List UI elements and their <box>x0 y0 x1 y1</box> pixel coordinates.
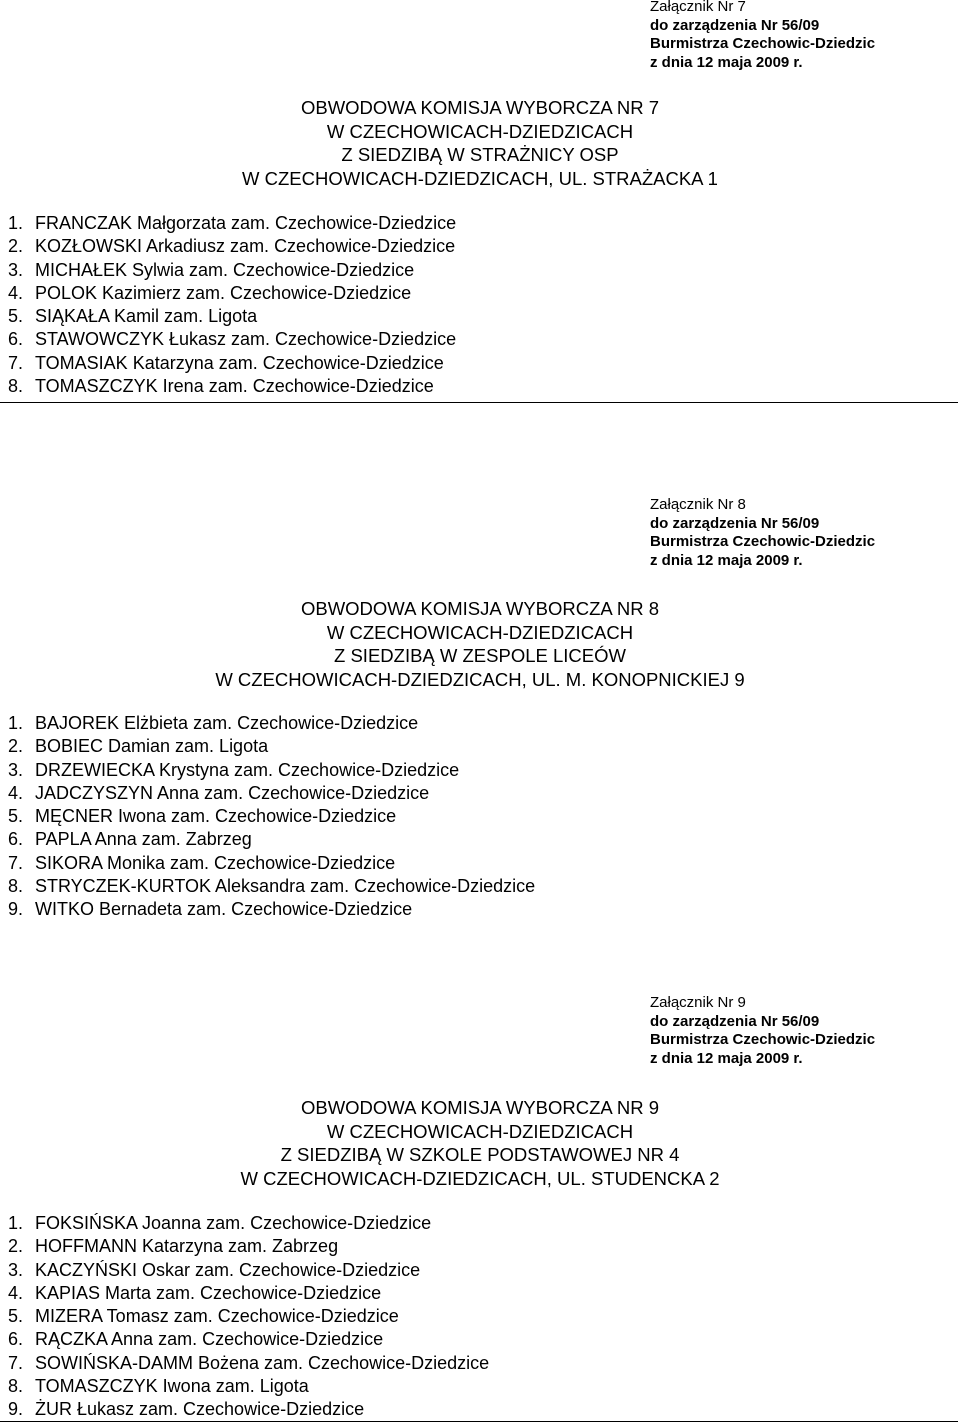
member-name: RĄCZKA Anna zam. Czechowice-Dziedzice <box>35 1329 384 1350</box>
member-list <box>8 1212 489 1422</box>
member-name: DRZEWIECKA Krystyna zam. Czechowice-Dziedzice <box>35 759 460 780</box>
list-item <box>8 1352 489 1375</box>
annex-ordinance: do zarządzenia Nr 56/09 <box>650 1012 820 1030</box>
item-number: 3. <box>8 759 24 780</box>
list-item <box>8 712 535 735</box>
heading-line: OBWODOWA KOMISJA WYBORCZA NR 9 <box>300 1097 660 1118</box>
item-number: 4. <box>8 782 24 803</box>
annex-issuer: Burmistrza Czechowic-Dziedzic <box>650 1031 876 1048</box>
annex-header <box>650 496 950 570</box>
heading-line: W CZECHOWICACH-DZIEDZICACH <box>326 120 634 142</box>
item-number: 1. <box>8 713 24 733</box>
list-item <box>8 1398 489 1421</box>
item-number: 4. <box>8 1282 24 1303</box>
member-name: KOZŁOWSKI Arkadiusz zam. Czechowice-Dziedzice <box>35 236 456 257</box>
member-name: BAJOREK Elżbieta zam. Czechowice-Dziedzice <box>35 713 419 733</box>
member-name: MĘCNER Iwona zam. Czechowice-Dziedzice <box>35 806 397 827</box>
member-name: FOKSIŃSKA Joanna zam. Czechowice-Dziedzice <box>35 1213 432 1233</box>
member-name: TOMASZCZYK Iwona zam. Ligota <box>35 1376 309 1397</box>
annex-title: Załącznik Nr 9 <box>650 994 746 1011</box>
item-number: 3. <box>8 259 24 280</box>
list-item <box>8 212 456 235</box>
list-item <box>8 828 535 851</box>
annex-issuer: Burmistrza Czechowic-Dziedzic <box>650 533 876 550</box>
list-item <box>8 1328 489 1351</box>
item-number: 7. <box>8 1352 24 1373</box>
annex-header <box>650 994 950 1068</box>
member-name: POLOK Kazimierz zam. Czechowice-Dziedzice <box>35 282 412 303</box>
member-name: WITKO Bernadeta zam. Czechowice-Dziedzice <box>35 899 413 920</box>
item-number: 2. <box>8 736 24 757</box>
annex-date: z dnia 12 maja 2009 r. <box>650 551 803 569</box>
heading-line: Z SIEDZIBĄ W SZKOLE PODSTAWOWEJ NR 4 <box>280 1144 680 1165</box>
item-number: 8. <box>8 376 24 397</box>
item-number: 6. <box>8 1329 24 1350</box>
item-number: 7. <box>8 852 24 873</box>
item-number: 8. <box>8 876 24 897</box>
item-number: 5. <box>8 806 24 827</box>
list-item <box>8 1305 489 1328</box>
section-divider <box>0 1421 958 1422</box>
list-item <box>8 1235 489 1258</box>
item-number: 2. <box>8 236 24 257</box>
list-item <box>8 735 535 758</box>
member-name: MICHAŁEK Sylwia zam. Czechowice-Dziedzice <box>35 259 415 280</box>
member-name: KAPIAS Marta zam. Czechowice-Dziedzice <box>35 1282 382 1303</box>
member-name: KACZYŃSKI Oskar zam. Czechowice-Dziedzice <box>35 1259 421 1280</box>
list-item <box>8 1259 489 1282</box>
list-item <box>8 875 535 898</box>
item-number: 5. <box>8 306 24 327</box>
member-name: SIKORA Monika zam. Czechowice-Dziedzice <box>35 852 396 873</box>
list-item <box>8 852 535 875</box>
item-number: 8. <box>8 1376 24 1397</box>
annex-ordinance: do zarządzenia Nr 56/09 <box>650 514 820 532</box>
member-list <box>8 712 535 922</box>
heading-line: W CZECHOWICACH-DZIEDZICACH <box>326 621 634 643</box>
annex-date: z dnia 12 maja 2009 r. <box>650 53 803 71</box>
heading-line: W CZECHOWICACH-DZIEDZICACH, UL. STRAŻACKA 1 <box>242 167 718 189</box>
list-item <box>8 1375 489 1398</box>
annex-date: z dnia 12 maja 2009 r. <box>650 1049 803 1067</box>
member-name: BOBIEC Damian zam. Ligota <box>35 736 269 757</box>
item-number: 6. <box>8 829 24 850</box>
annex-title: Załącznik Nr 8 <box>650 496 746 513</box>
list-item <box>8 259 456 282</box>
item-number: 6. <box>8 329 24 350</box>
member-name: PAPLA Anna zam. Zabrzeg <box>35 829 252 850</box>
item-number: 9. <box>8 1399 24 1420</box>
member-name: TOMASZCZYK Irena zam. Czechowice-Dziedzice <box>35 376 434 397</box>
member-name: SOWIŃSKA-DAMM Bożena zam. Czechowice-Dziedzice <box>35 1352 490 1373</box>
list-item <box>8 1282 489 1305</box>
section-divider <box>0 402 958 403</box>
heading-line: OBWODOWA KOMISJA WYBORCZA NR 7 <box>300 97 660 118</box>
list-item <box>8 898 535 921</box>
member-name: MIZERA Tomasz zam. Czechowice-Dziedzice <box>35 1306 399 1327</box>
list-item <box>8 375 456 398</box>
member-name: SIĄKAŁA Kamil zam. Ligota <box>35 306 258 327</box>
commission-heading <box>0 1096 960 1190</box>
list-item <box>8 805 535 828</box>
item-number: 4. <box>8 282 24 303</box>
list-item <box>8 282 456 305</box>
member-name: STRYCZEK-KURTOK Aleksandra zam. Czechowice-Dziedzice <box>35 876 536 897</box>
item-number: 1. <box>8 213 24 233</box>
item-number: 9. <box>8 899 24 920</box>
item-number: 1. <box>8 1213 24 1233</box>
commission-heading <box>0 96 960 190</box>
item-number: 2. <box>8 1236 24 1257</box>
member-name: FRANCZAK Małgorzata zam. Czechowice-Dziedzice <box>35 213 457 233</box>
item-number: 7. <box>8 352 24 373</box>
list-item <box>8 305 456 328</box>
item-number: 5. <box>8 1306 24 1327</box>
member-name: STAWOWCZYK Łukasz zam. Czechowice-Dziedzice <box>35 329 457 350</box>
list-item <box>8 759 535 782</box>
member-list <box>8 212 456 398</box>
annex-header <box>650 0 950 72</box>
list-item <box>8 782 535 805</box>
annex-issuer: Burmistrza Czechowic-Dziedzic <box>650 35 876 52</box>
member-name: JADCZYSZYN Anna zam. Czechowice-Dziedzice <box>35 782 430 803</box>
list-item <box>8 328 456 351</box>
annex-ordinance: do zarządzenia Nr 56/09 <box>650 16 820 34</box>
heading-line: Z SIEDZIBĄ W STRAŻNICY OSP <box>341 144 619 165</box>
member-name: HOFFMANN Katarzyna zam. Zabrzeg <box>35 1236 339 1257</box>
heading-line: W CZECHOWICACH-DZIEDZICACH, UL. M. KONOPNICKIEJ 9 <box>215 668 745 690</box>
heading-line: W CZECHOWICACH-DZIEDZICACH, UL. STUDENCKA 2 <box>240 1167 720 1189</box>
list-item <box>8 235 456 258</box>
list-item <box>8 1212 489 1235</box>
heading-line: OBWODOWA KOMISJA WYBORCZA NR 8 <box>300 598 660 619</box>
annex-title: Załącznik Nr 7 <box>650 0 746 15</box>
member-name: TOMASIAK Katarzyna zam. Czechowice-Dziedzice <box>35 352 444 373</box>
heading-line: Z SIEDZIBĄ W ZESPOLE LICEÓW <box>334 645 626 666</box>
list-item <box>8 352 456 375</box>
heading-line: W CZECHOWICACH-DZIEDZICACH <box>326 1120 634 1142</box>
item-number: 3. <box>8 1259 24 1280</box>
commission-heading <box>0 597 960 691</box>
member-name: ŻUR Łukasz zam. Czechowice-Dziedzice <box>35 1399 365 1420</box>
